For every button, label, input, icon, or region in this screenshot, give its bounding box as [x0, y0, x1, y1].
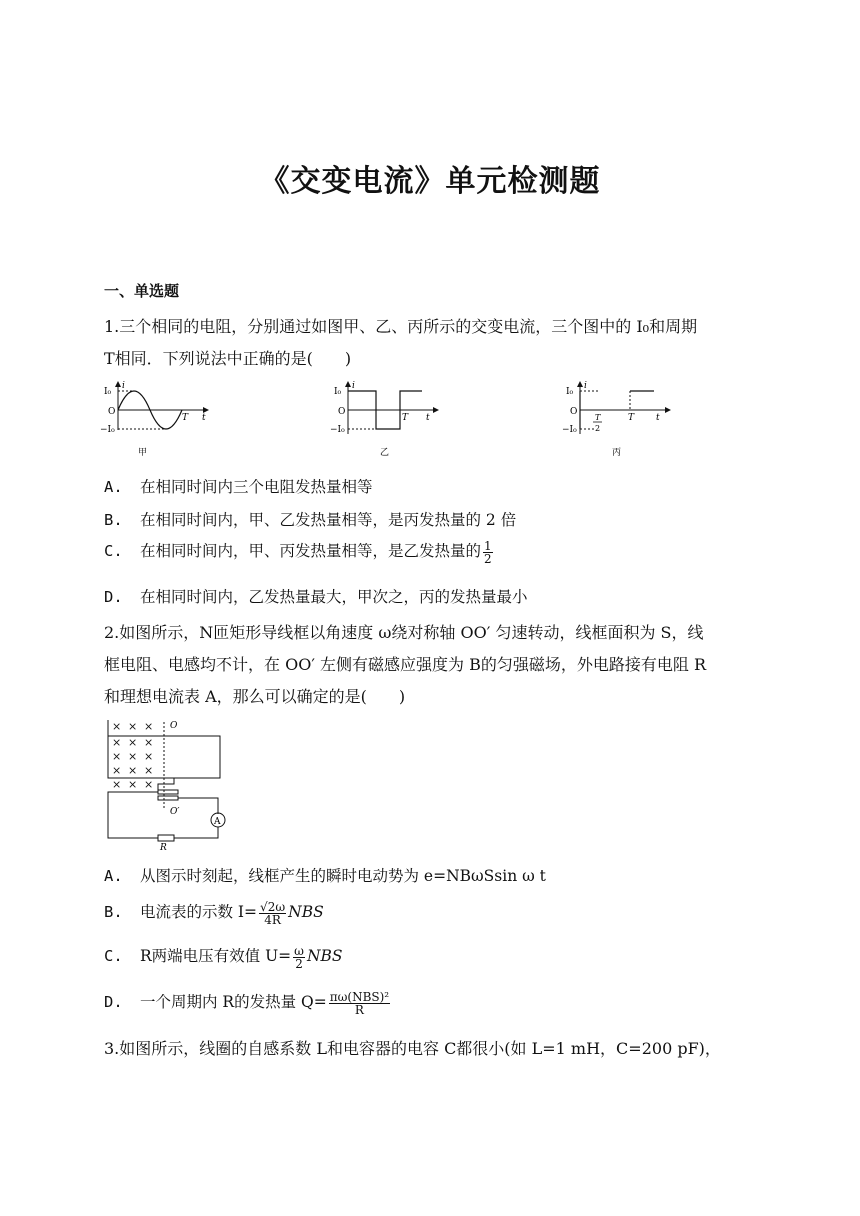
svg-text:×: ×: [112, 750, 122, 763]
svg-text:×: ×: [144, 736, 154, 749]
svg-text:×: ×: [144, 778, 154, 791]
graph-label-jia: 甲: [138, 448, 148, 458]
fraction: $\frac{1}{2}$: [484, 538, 492, 566]
fraction: $\frac{\omega}{2}$: [294, 943, 304, 971]
svg-text:×: ×: [128, 778, 138, 791]
svg-text:T: T: [628, 413, 635, 423]
q3-stem-line1: 3.如图所示，线圈的自感系数 L和电容器的电容 C都很小(如 L=1 mH，C=200 pF)，: [104, 1039, 721, 1058]
section-heading: 一、单选题: [104, 282, 180, 300]
q1-option-b[interactable]: B. 在相同时间内，甲、乙发热量相等，是丙发热量的 2 倍: [104, 511, 517, 529]
q2-circuit-diagram: [104, 716, 234, 850]
svg-text:T: T: [402, 413, 409, 423]
magnetic-field-crosses: [112, 720, 153, 791]
q1-option-c[interactable]: C. 在相同时间内，甲、丙发热量相等，是乙发热量的 $\frac{1}{2}$: [104, 538, 492, 566]
q1-stem-line1: 1.三个相同的电阻，分别通过如图甲、乙、丙所示的交变电流，三个图中的 I₀和周期: [104, 317, 698, 336]
svg-text:−I₀: −I₀: [100, 425, 115, 435]
svg-text:×: ×: [128, 736, 138, 749]
q2-option-b[interactable]: B. 电流表的示数 I= $\frac{√2\omega}{4R}$ NBS: [104, 899, 324, 927]
svg-text:×: ×: [112, 778, 122, 791]
q1-stem-line2: T相同．下列说法中正确的是( ): [104, 349, 352, 368]
q2-stem-line1: 2.如图所示，N匝矩形导线框以角速度 ω绕对称轴 OO′ 匀速转动，线框面积为 S，线: [104, 623, 704, 642]
svg-text:×: ×: [112, 720, 122, 733]
svg-text:t: t: [202, 413, 206, 423]
svg-text:i: i: [584, 381, 587, 391]
svg-text:O: O: [108, 407, 116, 417]
svg-text:I₀: I₀: [334, 387, 342, 397]
svg-text:×: ×: [144, 750, 154, 763]
resistor-label: R: [160, 843, 167, 850]
fraction: $\frac{√2\omega}{4R}$: [260, 899, 286, 927]
svg-text:×: ×: [144, 720, 154, 733]
svg-text:i: i: [122, 381, 125, 391]
q1-graph-bing: [562, 378, 682, 458]
svg-text:×: ×: [112, 764, 122, 777]
q2-stem-line3: 和理想电流表 A，那么可以确定的是( ): [104, 687, 406, 706]
graph-label-yi: 乙: [380, 448, 390, 458]
svg-text:t: t: [656, 413, 660, 423]
svg-text:−I₀: −I₀: [330, 425, 345, 435]
q1-graph-jia: [100, 378, 220, 458]
page-title: 《交变电流》单元检测题: [259, 164, 601, 199]
svg-text:I₀: I₀: [104, 387, 112, 397]
q1-option-d[interactable]: D. 在相同时间内，乙发热量最大，甲次之，丙的发热量最小: [104, 588, 528, 606]
fraction: $\frac{\text{πω(NBS)²}}{R}$: [329, 989, 390, 1017]
svg-text:−I₀: −I₀: [562, 425, 577, 435]
graph-label-bing: 丙: [612, 448, 622, 458]
q1-option-a[interactable]: A. 在相同时间内三个电阻发热量相等: [104, 478, 373, 496]
svg-text:×: ×: [128, 750, 138, 763]
q2-option-a[interactable]: A. 从图示时刻起，线框产生的瞬时电动势为 e=NBωSsin ω t: [104, 867, 546, 885]
svg-text:×: ×: [128, 764, 138, 777]
svg-text:×: ×: [144, 764, 154, 777]
svg-text:O: O: [170, 721, 178, 731]
svg-text:T: T: [595, 413, 601, 422]
svg-text:×: ×: [112, 736, 122, 749]
svg-text:i: i: [352, 381, 355, 391]
q2-stem-line2: 框电阻、电感均不计，在 OO′ 左侧有磁感应强度为 B的匀强磁场，外电路接有电阻 R: [104, 655, 707, 674]
svg-text:I₀: I₀: [566, 387, 574, 397]
svg-text:O: O: [570, 407, 578, 417]
svg-text:O: O: [338, 407, 346, 417]
svg-text:×: ×: [128, 720, 138, 733]
q1-graph-yi: [330, 378, 450, 458]
ammeter-label: A: [214, 817, 221, 827]
svg-text:O′: O′: [170, 807, 180, 817]
svg-text:2: 2: [595, 424, 601, 433]
q2-option-c[interactable]: C. R两端电压有效值 U= $\frac{\omega}{2}$ NBS: [104, 943, 343, 971]
svg-text:T: T: [182, 413, 189, 423]
svg-text:t: t: [426, 413, 430, 423]
q2-option-d[interactable]: D. 一个周期内 R的发热量 Q= $\frac{\text{πω(NBS)²}}{R}$: [104, 989, 390, 1017]
